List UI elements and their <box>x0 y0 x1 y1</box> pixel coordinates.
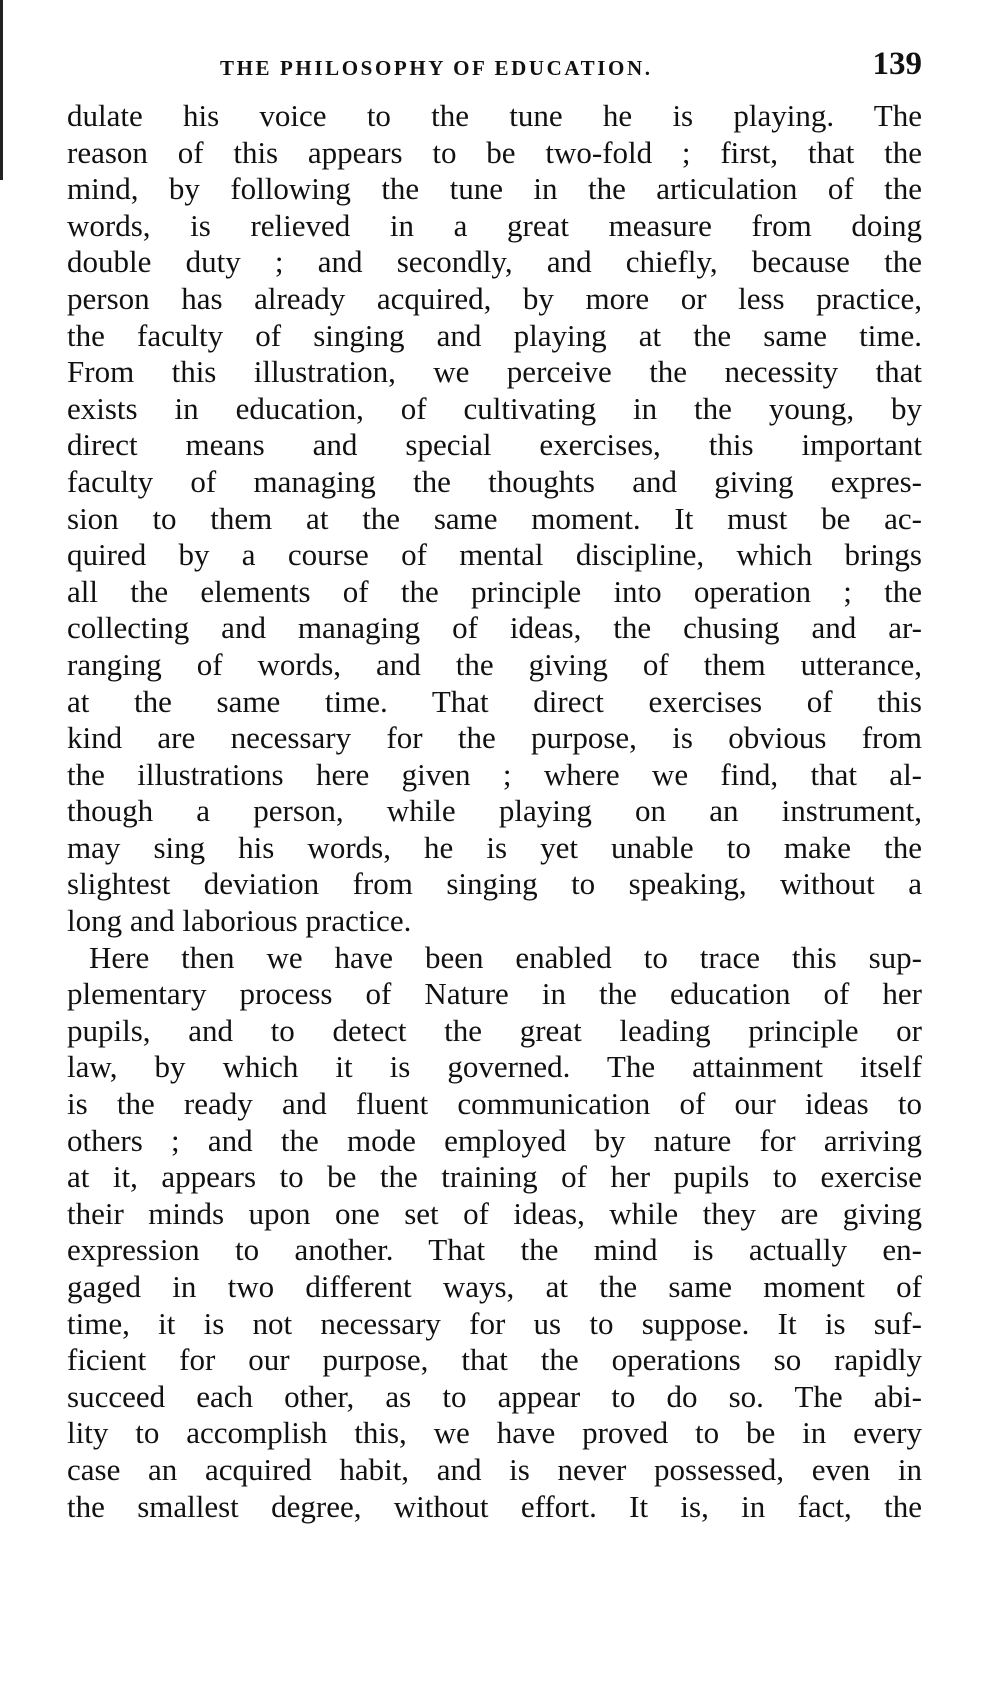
text-line: sion to them at the same moment. It must be ac- <box>67 500 922 536</box>
text-line: person has already acquired, by more or less practice, <box>67 280 922 316</box>
body-text <box>67 98 922 1525</box>
text-line: is the ready and fluent communication of our ideas to <box>67 1086 922 1122</box>
page-edge-shadow <box>0 0 3 180</box>
text-line: mind, by following the tune in the articulation of the <box>67 171 922 207</box>
text-line: From this illustration, we perceive the necessity that <box>67 354 922 390</box>
text-line: the illustrations here given ; where we find, that al- <box>67 756 922 792</box>
text-line: faculty of managing the thoughts and giving expres- <box>67 463 922 499</box>
text-line: plementary process of Nature in the education of her <box>67 976 922 1012</box>
text-line: ranging of words, and the giving of them utterance, <box>67 646 922 682</box>
paragraph-2 <box>67 940 922 1526</box>
text-line: the smallest degree, without effort. It is, in fact, the <box>67 1488 922 1524</box>
text-line: collecting and managing of ideas, the chusing and ar- <box>67 610 922 646</box>
text-line: others ; and the mode employed by nature for arriving <box>67 1122 922 1158</box>
text-line: exists in education, of cultivating in the young, by <box>67 390 922 426</box>
text-line: dulate his voice to the tune he is playing. The <box>67 98 922 133</box>
text-line: ficient for our purpose, that the operations so rapidly <box>67 1342 922 1378</box>
running-head <box>67 44 922 94</box>
text-line: at the same time. That direct exercises of this <box>67 683 922 719</box>
text-line: all the elements of the principle into operation ; the <box>67 573 922 609</box>
text-line: their minds upon one set of ideas, while they are giving <box>67 1195 922 1231</box>
text-line: though a person, while playing on an instrument, <box>67 793 922 829</box>
running-title: THE PHILOSOPHY OF EDUCATION. <box>220 56 653 80</box>
text-line: expression to another. That the mind is actually en- <box>67 1232 922 1268</box>
text-line: case an acquired habit, and is never possessed, even in <box>67 1451 922 1487</box>
book-page <box>67 44 922 1525</box>
text-line: words, is relieved in a great measure from doing <box>67 207 922 243</box>
text-line: time, it is not necessary for us to suppose. It is suf- <box>67 1305 922 1341</box>
paragraph-1 <box>67 98 922 940</box>
text-line: reason of this appears to be two-fold ; first, that the <box>67 134 922 170</box>
text-line: at it, appears to be the training of her pupils to exercise <box>67 1159 922 1195</box>
text-line: direct means and special exercises, this important <box>67 427 922 463</box>
text-line: quired by a course of mental discipline, which brings <box>67 537 922 573</box>
text-line: law, by which it is governed. The attainment itself <box>67 1049 922 1085</box>
text-line: the faculty of singing and playing at the same time. <box>67 317 922 353</box>
page-number: 139 <box>872 46 922 82</box>
text-line: gaged in two different ways, at the same moment of <box>67 1269 922 1304</box>
text-line: succeed each other, as to appear to do so. The abi- <box>67 1378 922 1414</box>
text-line: pupils, and to detect the great leading principle or <box>67 1012 922 1048</box>
text-line: may sing his words, he is yet unable to make the <box>67 829 922 865</box>
text-line: kind are necessary for the purpose, is obvious from <box>67 720 922 756</box>
text-line: Here then we have been enabled to trace this sup- <box>89 939 922 975</box>
text-line: lity to accomplish this, we have proved to be in every <box>67 1415 922 1451</box>
text-line: double duty ; and secondly, and chiefly, because the <box>67 244 922 280</box>
text-line: slightest deviation from singing to speaking, without a <box>67 866 922 902</box>
text-line: long and laborious practice. <box>67 903 412 939</box>
